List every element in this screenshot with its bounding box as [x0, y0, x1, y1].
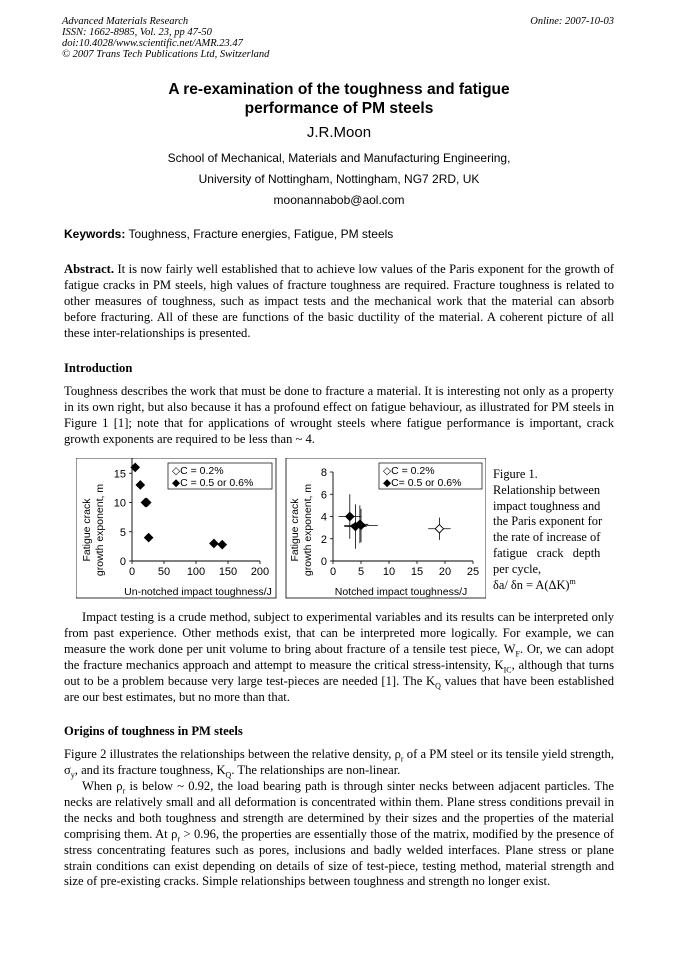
- sigma-subscript: y: [70, 770, 75, 780]
- chart-2-y-tick-label: 0: [320, 556, 327, 568]
- o2-part-c: > 0.96, the properties are essentially those of the matrix, modified by the presence of stress concentrating features such as pores, inclusions and badly welded interfaces. Plane stress or plane strain conditions can exist depending on details of size of test-piece, testing method, material strength and size of pre-existing cracks. Simple relationships between toughness and strength no longer exist.: [64, 826, 615, 889]
- introduction-heading: Introduction: [64, 361, 133, 375]
- author-email: moonannabob@aol.com: [273, 193, 405, 207]
- chart-1-ylabel-line2: growth exponent, m: [94, 483, 106, 577]
- caption-line-2: Relationship between: [493, 482, 601, 497]
- chart-2: [286, 458, 486, 598]
- title-line-2: performance of PM steels: [244, 100, 434, 117]
- chart-2-x-tick-label: 15: [410, 566, 424, 578]
- caption-formula-exponent: m: [569, 576, 576, 586]
- journal-issn: ISSN: 1662-8985, Vol. 23, pp 47-50: [62, 27, 212, 38]
- data-point-filled: [210, 539, 218, 547]
- paper-title: [0, 80, 678, 118]
- chart-2-y-tick-label: 8: [320, 467, 327, 479]
- journal-copyright: © 2007 Trans Tech Publications Ltd, Switzerland: [62, 49, 270, 60]
- caption-formula-text: δa/ δn = A(ΔK): [493, 577, 570, 592]
- chart-1: [76, 458, 276, 598]
- chart-1-y-tick-label: 0: [119, 556, 126, 568]
- chart-1-legend-open: ◇C = 0.2%: [172, 465, 224, 477]
- chart-1-x-tick-label: 0: [128, 566, 136, 578]
- chart-1-x-tick-label: 100: [186, 566, 206, 578]
- journal-doi: doi:10.4028/www.scientific.net/AMR.23.47: [62, 38, 243, 49]
- introduction-paragraph-1: Toughness describes the work that must be done to fracture a material. It is interesting not only as a property in its own right, but also because it has a profound effect on fatigue behaviour, as illustrated for PM steels in Figure 1 [1]; note that for applications of wrought steels where fatigue performance is important, crack growth exponents are required to be less than ~ 4.: [64, 384, 614, 446]
- chart-2-ylabel-line1: Fatigue crack: [289, 498, 301, 562]
- author-name: J.R.Moon: [306, 124, 372, 141]
- p2-part-a: Impact testing is a crude method, subject to experimental variables and its results can be interpreted only from past experience. Other methods exist, that can be interpreted more logically. For example, we can measure the work done per unit volume to bring about fracture of a tensile test piece, W: [64, 610, 614, 656]
- chart-1-ylabel-line1: Fatigue crack: [81, 498, 93, 562]
- wf-subscript: F: [515, 649, 520, 659]
- caption-formula: [493, 578, 615, 594]
- chart-2-points: [339, 494, 451, 549]
- origins-paragraph-1: [64, 747, 614, 779]
- data-point-filled: [144, 533, 152, 541]
- chart-2-x-tick-label: 25: [466, 566, 480, 578]
- chart-1-y-tick-label: 15: [113, 468, 126, 481]
- abstract-text: It is now fairly well established that to achieve low values of the Paris exponent for the growth of fatigue cracks in PM steels, high values of fracture toughness are required. Fracture toughness is related to other measures of toughness, such as impact tests and the mechanical work that the material can absorb before fracturing. All of these are functions of the basic ductility of the material. A coherent picture of all these inter-relationships is presented.: [64, 262, 615, 340]
- chart-2-y-tick-label: 4: [320, 511, 327, 524]
- chart-2-x-tick-label: 5: [357, 566, 365, 578]
- data-point-open: [435, 525, 443, 533]
- o1-part-a: Figure 2 illustrates the relationships between the relative density, ρ: [64, 747, 401, 761]
- kic-subscript: IC: [503, 665, 512, 675]
- chart-2-x-tick-label: 0: [329, 566, 337, 578]
- caption-line-3: impact toughness and: [493, 498, 601, 513]
- chart-1-y-tick-label: 10: [113, 497, 126, 510]
- affiliation-line-2: University of Nottingham, Nottingham, NG7 2RD, UK: [198, 172, 480, 186]
- kq-subscript-2: Q: [225, 770, 232, 780]
- journal-header: [62, 16, 269, 60]
- affiliation-line-1: School of Mechanical, Materials and Manufacturing Engineering,: [167, 151, 511, 165]
- origins-paragraph-2: [64, 779, 614, 890]
- rho-subscript: r: [400, 754, 404, 764]
- rho-subscript-3: r: [177, 834, 181, 844]
- chart-1-x-tick-label: 200: [250, 566, 270, 578]
- figure-1-charts: [76, 458, 486, 604]
- chart-2-legend-filled: ◆C= 0.5 or 0.6%: [383, 477, 462, 489]
- chart-1-y-tick-label: 5: [119, 526, 126, 539]
- chart-2-ylabel-line2: growth exponent, m: [302, 483, 314, 577]
- caption-line-5: the rate of increase of: [493, 530, 601, 545]
- o1-part-d: . The relationships are non-linear.: [231, 762, 401, 777]
- abstract-label: Abstract.: [64, 262, 115, 276]
- journal-name: Advanced Materials Research: [62, 16, 189, 27]
- chart-2-y-tick-label: 6: [320, 489, 327, 502]
- chart-1-x-tick-label: 150: [218, 566, 238, 578]
- introduction-paragraph-2: [64, 610, 614, 705]
- figure-1-caption: [493, 467, 615, 593]
- o1-part-b: of a PM steel or its tensile yield strength, σ: [64, 747, 614, 777]
- keywords-text: Toughness, Fracture energies, Fatigue, PM steels: [128, 227, 394, 241]
- keywords: [64, 227, 393, 241]
- chart-1-legend-filled: ◆C = 0.5 or 0.6%: [172, 477, 254, 489]
- data-point-filled: [136, 481, 144, 489]
- chart-2-legend-open: ◇C = 0.2%: [383, 465, 435, 477]
- caption-line-1: Figure 1.: [493, 467, 538, 481]
- p2-part-c: , although that turns out to be a problem because very large test-pieces are needed [1]. The K: [64, 657, 614, 688]
- caption-line-4: the Paris exponent for: [493, 514, 603, 529]
- abstract: [64, 262, 614, 342]
- data-point-filled: [218, 540, 226, 548]
- caption-line-6: fatigue crack depth: [493, 545, 601, 560]
- chart-1-xlabel: Un-notched impact toughness/J: [124, 586, 272, 598]
- affiliation: [0, 148, 678, 211]
- chart-2-y-tick-label: 2: [320, 533, 327, 546]
- data-point-filled: [346, 512, 354, 520]
- chart-2-x-tick-label: 20: [438, 566, 452, 578]
- chart-2-x-tick-label: 10: [382, 566, 396, 578]
- online-date: Online: 2007-10-03: [530, 16, 614, 27]
- o2-part-a: When ρ: [82, 779, 123, 793]
- chart-2-xlabel: Notched impact toughness/J: [334, 586, 468, 598]
- chart-1-x-tick-label: 50: [157, 566, 171, 578]
- title-line-1: A re-examination of the toughness and fatigue: [168, 81, 510, 98]
- o1-part-c: , and its fracture toughness, K: [74, 762, 226, 777]
- rho-subscript-2: r: [122, 786, 126, 796]
- p2-part-b: . Or, we can adopt the fracture mechanics approach and attempt to measure the critical stress-intensity, K: [64, 641, 614, 672]
- caption-line-7: per cycle,: [493, 561, 542, 576]
- o2-part-b: is below ~ 0.92, the load bearing path is through sinter necks between adjacent particles. The necks are relatively small and all deformation is concentrated within them. Plane stress conditions prevail in the necks and both toughness and strength are determined by their sizes and the properties of the material comprising them. At ρ: [64, 779, 614, 841]
- origins-heading: Origins of toughness in PM steels: [64, 724, 243, 738]
- keywords-label: Keywords:: [64, 227, 126, 241]
- p2-part-d: values that have been established are our best estimates, but no more than that.: [64, 673, 614, 704]
- kq-subscript: Q: [435, 681, 441, 691]
